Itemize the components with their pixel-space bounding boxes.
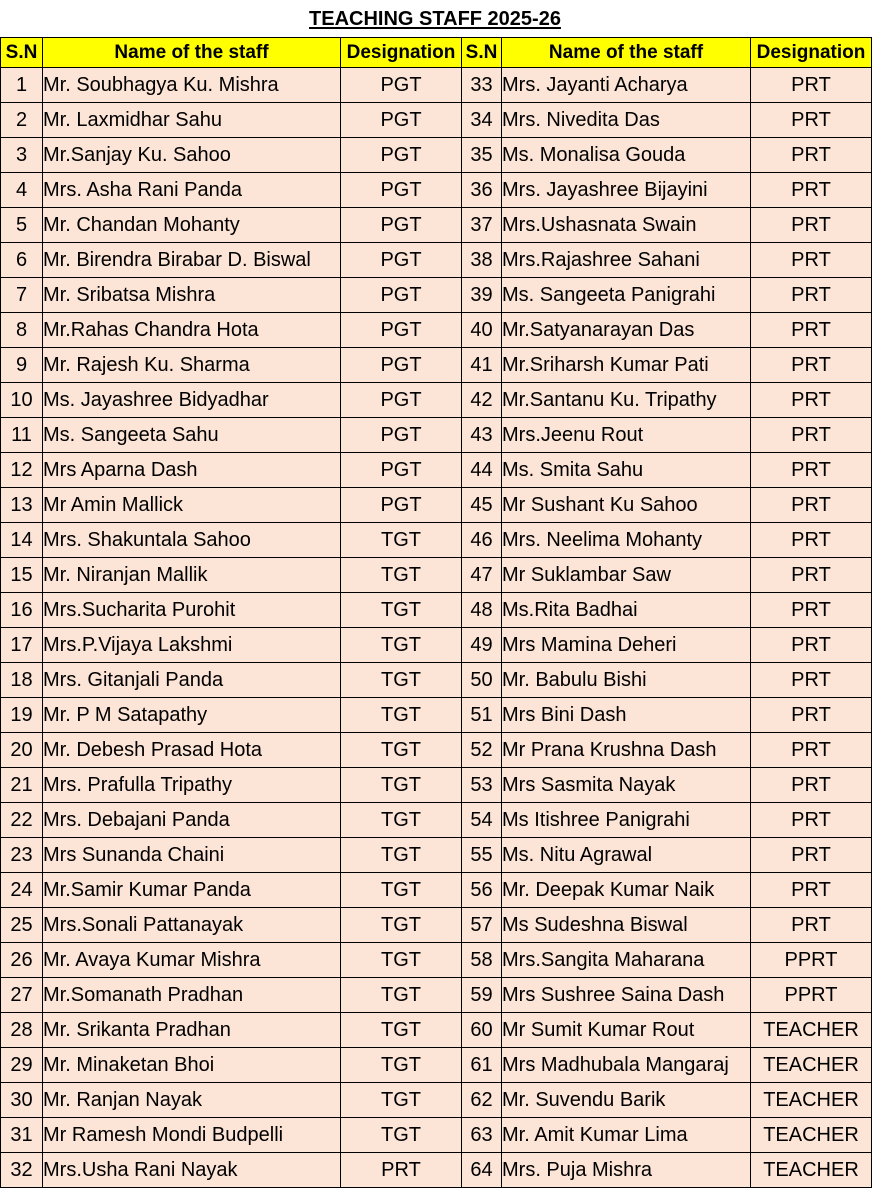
staff-designation-left: TGT (341, 943, 462, 978)
staff-name-left: Mr Amin Mallick (43, 488, 341, 523)
staff-table (0, 37, 872, 1188)
staff-designation-left: TGT (341, 558, 462, 593)
table-row (1, 383, 872, 418)
staff-sn-right: 36 (462, 173, 502, 208)
staff-name-left: Mr.Samir Kumar Panda (43, 873, 341, 908)
staff-sn-right: 40 (462, 313, 502, 348)
staff-name-right: Ms. Sangeeta Panigrahi (502, 278, 751, 313)
staff-name-left: Mr.Sanjay Ku. Sahoo (43, 138, 341, 173)
staff-name-right: Mrs.Sangita Maharana (502, 943, 751, 978)
staff-sn-left: 21 (1, 768, 43, 803)
staff-name-right: Mr. Deepak Kumar Naik (502, 873, 751, 908)
staff-sn-right: 56 (462, 873, 502, 908)
staff-designation-right: PRT (751, 803, 872, 838)
staff-sn-left: 31 (1, 1118, 43, 1153)
staff-designation-right: PRT (751, 418, 872, 453)
staff-name-right: Mrs Bini Dash (502, 698, 751, 733)
staff-designation-right: PRT (751, 348, 872, 383)
page-title (0, 0, 870, 37)
staff-sn-left: 10 (1, 383, 43, 418)
staff-designation-right: PRT (751, 908, 872, 943)
staff-name-right: Mrs.Rajashree Sahani (502, 243, 751, 278)
table-row (1, 348, 872, 383)
staff-name-left: Mr. Srikanta Pradhan (43, 1013, 341, 1048)
staff-designation-left: PGT (341, 173, 462, 208)
staff-designation-right: TEACHER (751, 1153, 872, 1188)
staff-name-right: Mrs. Jayashree Bijayini (502, 173, 751, 208)
staff-name-right: Mr Sushant Ku Sahoo (502, 488, 751, 523)
header-designation-left: Designation (341, 38, 462, 68)
table-row (1, 278, 872, 313)
staff-name-right: Mrs Sasmita Nayak (502, 768, 751, 803)
staff-name-left: Mr. Birendra Birabar D. Biswal (43, 243, 341, 278)
staff-sn-right: 54 (462, 803, 502, 838)
staff-name-left: Mrs. Prafulla Tripathy (43, 768, 341, 803)
staff-sn-right: 48 (462, 593, 502, 628)
staff-name-left: Mrs. Shakuntala Sahoo (43, 523, 341, 558)
page-title-text: TEACHING STAFF 2025-26 (309, 8, 561, 30)
staff-designation-left: PGT (341, 383, 462, 418)
staff-sn-right: 35 (462, 138, 502, 173)
staff-sn-right: 37 (462, 208, 502, 243)
staff-designation-right: PRT (751, 698, 872, 733)
table-row (1, 558, 872, 593)
staff-name-right: Mrs Mamina Deheri (502, 628, 751, 663)
header-designation-right: Designation (751, 38, 872, 68)
staff-sn-left: 13 (1, 488, 43, 523)
staff-name-right: Ms.Rita Badhai (502, 593, 751, 628)
table-row (1, 243, 872, 278)
staff-sn-left: 5 (1, 208, 43, 243)
staff-designation-left: PGT (341, 138, 462, 173)
staff-designation-right: PRT (751, 208, 872, 243)
staff-name-left: Mrs. Debajani Panda (43, 803, 341, 838)
staff-sn-right: 39 (462, 278, 502, 313)
staff-sn-right: 60 (462, 1013, 502, 1048)
staff-sn-left: 11 (1, 418, 43, 453)
staff-sn-right: 64 (462, 1153, 502, 1188)
table-row (1, 873, 872, 908)
staff-name-right: Mrs Sushree Saina Dash (502, 978, 751, 1013)
table-row (1, 488, 872, 523)
staff-name-left: Mrs.Usha Rani Nayak (43, 1153, 341, 1188)
staff-designation-right: PRT (751, 488, 872, 523)
staff-sn-left: 27 (1, 978, 43, 1013)
staff-designation-left: TGT (341, 593, 462, 628)
staff-sn-left: 3 (1, 138, 43, 173)
staff-sn-right: 43 (462, 418, 502, 453)
table-row (1, 593, 872, 628)
staff-designation-right: PRT (751, 103, 872, 138)
staff-name-right: Mrs Madhubala Mangaraj (502, 1048, 751, 1083)
staff-sn-left: 23 (1, 838, 43, 873)
staff-sn-right: 34 (462, 103, 502, 138)
header-row (1, 38, 872, 68)
table-row (1, 1013, 872, 1048)
table-row (1, 418, 872, 453)
staff-sn-right: 52 (462, 733, 502, 768)
table-row (1, 733, 872, 768)
table-row (1, 908, 872, 943)
staff-designation-right: PRT (751, 733, 872, 768)
staff-sn-left: 2 (1, 103, 43, 138)
table-row (1, 838, 872, 873)
staff-name-right: Ms. Smita Sahu (502, 453, 751, 488)
staff-designation-left: TGT (341, 698, 462, 733)
table-row (1, 628, 872, 663)
staff-sn-left: 32 (1, 1153, 43, 1188)
table-row (1, 1153, 872, 1188)
table-row (1, 943, 872, 978)
staff-sn-left: 19 (1, 698, 43, 733)
staff-sn-right: 49 (462, 628, 502, 663)
staff-sn-left: 4 (1, 173, 43, 208)
staff-name-left: Mr. Niranjan Mallik (43, 558, 341, 593)
staff-designation-left: PGT (341, 453, 462, 488)
staff-sn-left: 25 (1, 908, 43, 943)
staff-name-right: Mr.Sriharsh Kumar Pati (502, 348, 751, 383)
staff-name-right: Mr.Santanu Ku. Tripathy (502, 383, 751, 418)
staff-table-header (1, 38, 872, 68)
staff-sn-left: 15 (1, 558, 43, 593)
staff-designation-left: TGT (341, 838, 462, 873)
header-sn-left: S.N (1, 38, 43, 68)
staff-name-left: Mr. Minaketan Bhoi (43, 1048, 341, 1083)
staff-designation-left: TGT (341, 663, 462, 698)
table-row (1, 208, 872, 243)
staff-designation-right: PRT (751, 838, 872, 873)
staff-sn-left: 24 (1, 873, 43, 908)
table-row (1, 1083, 872, 1118)
table-row (1, 523, 872, 558)
staff-designation-right: PRT (751, 453, 872, 488)
staff-designation-right: TEACHER (751, 1013, 872, 1048)
staff-sn-left: 30 (1, 1083, 43, 1118)
staff-name-left: Mr. Ranjan Nayak (43, 1083, 341, 1118)
staff-sn-left: 26 (1, 943, 43, 978)
staff-sn-left: 16 (1, 593, 43, 628)
staff-designation-left: PGT (341, 208, 462, 243)
staff-name-left: Mr.Rahas Chandra Hota (43, 313, 341, 348)
staff-sn-right: 62 (462, 1083, 502, 1118)
staff-designation-left: TGT (341, 803, 462, 838)
staff-sn-left: 6 (1, 243, 43, 278)
staff-sn-left: 9 (1, 348, 43, 383)
table-row (1, 138, 872, 173)
staff-sn-right: 33 (462, 68, 502, 103)
staff-name-left: Mr. Chandan Mohanty (43, 208, 341, 243)
staff-designation-left: PRT (341, 1153, 462, 1188)
staff-name-left: Ms. Jayashree Bidyadhar (43, 383, 341, 418)
staff-name-right: Mrs. Neelima Mohanty (502, 523, 751, 558)
staff-name-right: Ms. Nitu Agrawal (502, 838, 751, 873)
staff-designation-left: PGT (341, 243, 462, 278)
staff-sn-left: 7 (1, 278, 43, 313)
staff-name-right: Mrs. Puja Mishra (502, 1153, 751, 1188)
table-row (1, 663, 872, 698)
staff-designation-left: TGT (341, 873, 462, 908)
staff-designation-left: TGT (341, 1083, 462, 1118)
table-row (1, 173, 872, 208)
staff-name-left: Mrs.Sonali Pattanayak (43, 908, 341, 943)
staff-name-right: Ms Itishree Panigrahi (502, 803, 751, 838)
staff-name-left: Mr. Sribatsa Mishra (43, 278, 341, 313)
staff-designation-right: PRT (751, 523, 872, 558)
staff-name-right: Ms Sudeshna Biswal (502, 908, 751, 943)
staff-designation-left: TGT (341, 523, 462, 558)
staff-name-right: Mr Sumit Kumar Rout (502, 1013, 751, 1048)
staff-sn-right: 44 (462, 453, 502, 488)
staff-designation-right: PPRT (751, 978, 872, 1013)
staff-sn-right: 51 (462, 698, 502, 733)
staff-designation-left: TGT (341, 978, 462, 1013)
table-row (1, 68, 872, 103)
staff-sn-left: 29 (1, 1048, 43, 1083)
staff-name-right: Mr. Suvendu Barik (502, 1083, 751, 1118)
staff-name-left: Mrs.Sucharita Purohit (43, 593, 341, 628)
staff-designation-left: TGT (341, 908, 462, 943)
table-row (1, 313, 872, 348)
staff-sn-left: 18 (1, 663, 43, 698)
staff-name-right: Mrs.Ushasnata Swain (502, 208, 751, 243)
staff-designation-right: PRT (751, 278, 872, 313)
staff-sn-right: 63 (462, 1118, 502, 1153)
header-sn-right: S.N (462, 38, 502, 68)
staff-sn-left: 28 (1, 1013, 43, 1048)
staff-sn-left: 22 (1, 803, 43, 838)
staff-designation-right: PPRT (751, 943, 872, 978)
staff-designation-right: PRT (751, 173, 872, 208)
staff-designation-right: PRT (751, 313, 872, 348)
staff-designation-right: TEACHER (751, 1118, 872, 1153)
table-row (1, 103, 872, 138)
table-row (1, 978, 872, 1013)
staff-name-right: Mr. Amit Kumar Lima (502, 1118, 751, 1153)
staff-sn-right: 53 (462, 768, 502, 803)
staff-sn-right: 38 (462, 243, 502, 278)
staff-designation-left: TGT (341, 768, 462, 803)
header-name-right: Name of the staff (502, 38, 751, 68)
staff-designation-right: PRT (751, 68, 872, 103)
staff-designation-left: PGT (341, 313, 462, 348)
staff-sn-left: 14 (1, 523, 43, 558)
staff-designation-left: PGT (341, 488, 462, 523)
staff-sn-right: 41 (462, 348, 502, 383)
staff-name-right: Mr.Satyanarayan Das (502, 313, 751, 348)
header-name-left: Name of the staff (43, 38, 341, 68)
staff-name-left: Mr. P M Satapathy (43, 698, 341, 733)
staff-designation-right: PRT (751, 768, 872, 803)
staff-designation-left: PGT (341, 278, 462, 313)
staff-sn-right: 42 (462, 383, 502, 418)
staff-name-left: Mr Ramesh Mondi Budpelli (43, 1118, 341, 1153)
table-row (1, 698, 872, 733)
staff-designation-right: PRT (751, 873, 872, 908)
staff-sn-right: 59 (462, 978, 502, 1013)
table-row (1, 803, 872, 838)
staff-name-right: Mrs.Jeenu Rout (502, 418, 751, 453)
staff-designation-right: PRT (751, 383, 872, 418)
staff-designation-right: TEACHER (751, 1048, 872, 1083)
staff-name-right: Mr Suklambar Saw (502, 558, 751, 593)
staff-designation-left: PGT (341, 103, 462, 138)
staff-name-left: Mr. Rajesh Ku. Sharma (43, 348, 341, 383)
staff-designation-right: PRT (751, 593, 872, 628)
staff-designation-right: PRT (751, 628, 872, 663)
staff-name-left: Mr. Laxmidhar Sahu (43, 103, 341, 138)
staff-name-right: Mrs. Jayanti Acharya (502, 68, 751, 103)
staff-sn-left: 20 (1, 733, 43, 768)
staff-sn-left: 1 (1, 68, 43, 103)
staff-designation-left: TGT (341, 1013, 462, 1048)
staff-sn-right: 55 (462, 838, 502, 873)
staff-name-right: Ms. Monalisa Gouda (502, 138, 751, 173)
table-row (1, 1048, 872, 1083)
staff-sn-left: 17 (1, 628, 43, 663)
staff-sn-right: 45 (462, 488, 502, 523)
staff-designation-right: PRT (751, 663, 872, 698)
table-row (1, 453, 872, 488)
staff-name-left: Mr. Debesh Prasad Hota (43, 733, 341, 768)
staff-designation-right: PRT (751, 558, 872, 593)
staff-name-right: Mrs. Nivedita Das (502, 103, 751, 138)
staff-sn-right: 61 (462, 1048, 502, 1083)
staff-name-left: Mrs Sunanda Chaini (43, 838, 341, 873)
staff-name-left: Mr. Soubhagya Ku. Mishra (43, 68, 341, 103)
staff-name-left: Mrs. Gitanjali Panda (43, 663, 341, 698)
staff-name-left: Ms. Sangeeta Sahu (43, 418, 341, 453)
staff-sn-right: 46 (462, 523, 502, 558)
staff-designation-left: PGT (341, 418, 462, 453)
staff-sn-right: 57 (462, 908, 502, 943)
staff-designation-right: PRT (751, 138, 872, 173)
staff-sn-right: 58 (462, 943, 502, 978)
table-row (1, 1118, 872, 1153)
staff-sn-right: 47 (462, 558, 502, 593)
staff-designation-left: PGT (341, 68, 462, 103)
staff-designation-left: TGT (341, 628, 462, 663)
staff-name-right: Mr Prana Krushna Dash (502, 733, 751, 768)
staff-designation-right: PRT (751, 243, 872, 278)
staff-name-left: Mr.Somanath Pradhan (43, 978, 341, 1013)
staff-name-left: Mrs Aparna Dash (43, 453, 341, 488)
staff-sn-left: 12 (1, 453, 43, 488)
staff-name-right: Mr. Babulu Bishi (502, 663, 751, 698)
staff-designation-left: TGT (341, 1118, 462, 1153)
staff-designation-left: TGT (341, 733, 462, 768)
staff-designation-right: TEACHER (751, 1083, 872, 1118)
staff-sn-left: 8 (1, 313, 43, 348)
staff-designation-left: TGT (341, 1048, 462, 1083)
staff-name-left: Mr. Avaya Kumar Mishra (43, 943, 341, 978)
staff-designation-left: PGT (341, 348, 462, 383)
staff-table-body (1, 68, 872, 1188)
staff-sn-right: 50 (462, 663, 502, 698)
table-row (1, 768, 872, 803)
staff-name-left: Mrs. Asha Rani Panda (43, 173, 341, 208)
staff-name-left: Mrs.P.Vijaya Lakshmi (43, 628, 341, 663)
